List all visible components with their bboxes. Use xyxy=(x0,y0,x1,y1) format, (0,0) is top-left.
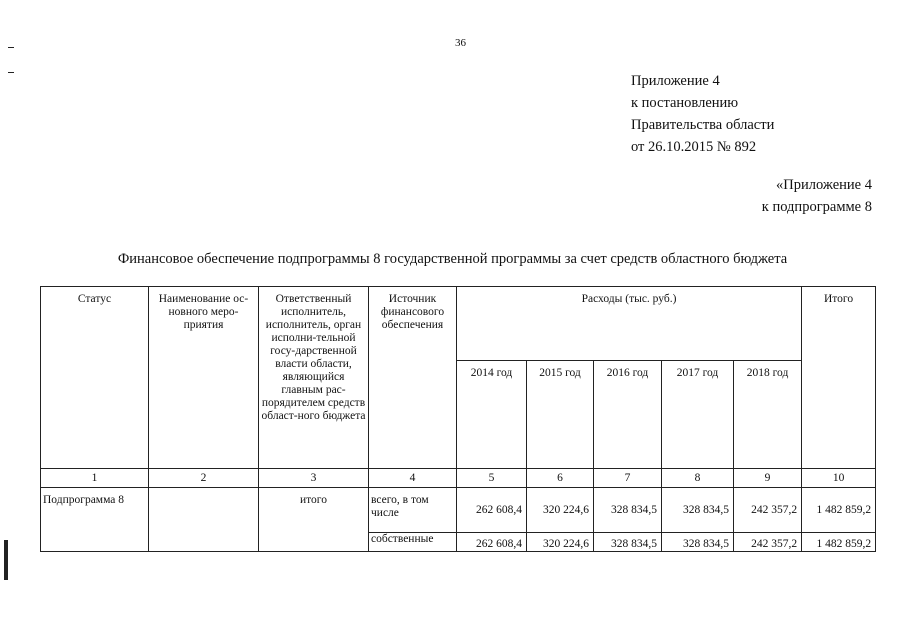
header-source: Источник финансового обеспечения xyxy=(369,287,457,469)
sub-appendix-block xyxy=(762,174,872,218)
cell-total: 1 482 859,2 xyxy=(802,533,876,552)
cell-status: Подпрограмма 8 xyxy=(41,488,149,552)
financing-table xyxy=(40,286,876,552)
header-year: 2017 год xyxy=(662,360,734,469)
appendix-line: к постановлению xyxy=(631,95,739,111)
column-number-row xyxy=(41,469,876,488)
cell-source: собственные xyxy=(369,533,457,552)
appendix-line: Правительства области xyxy=(631,117,775,133)
sub-appendix-line: к подпрограмме 8 xyxy=(761,199,872,215)
header-status: Статус xyxy=(41,287,149,469)
column-number: 9 xyxy=(734,469,802,488)
table-row xyxy=(41,488,876,533)
margin-mark xyxy=(8,72,14,73)
header-year: 2014 год xyxy=(457,360,527,469)
appendix-block xyxy=(631,70,774,158)
column-number: 2 xyxy=(149,469,259,488)
appendix-line: Приложение 4 xyxy=(631,73,720,89)
cell-total: 1 482 859,2 xyxy=(802,488,876,533)
header-total: Итого xyxy=(802,287,876,469)
cell-value: 320 224,6 xyxy=(527,488,594,533)
column-number: 10 xyxy=(802,469,876,488)
column-number: 5 xyxy=(457,469,527,488)
cell-measure xyxy=(149,488,259,552)
column-number: 7 xyxy=(594,469,662,488)
cell-value: 242 357,2 xyxy=(734,488,802,533)
column-number: 3 xyxy=(259,469,369,488)
header-measure: Наименование ос-новного меро-приятия xyxy=(149,287,259,469)
cell-source: всего, в том числе xyxy=(369,488,457,533)
header-year: 2018 год xyxy=(734,360,802,469)
cell-value: 328 834,5 xyxy=(594,533,662,552)
cell-value: 328 834,5 xyxy=(594,488,662,533)
page-number: 36 xyxy=(455,37,466,49)
header-year: 2015 год xyxy=(527,360,594,469)
cell-value: 328 834,5 xyxy=(662,488,734,533)
column-number: 4 xyxy=(369,469,457,488)
cell-value: 262 608,4 xyxy=(457,488,527,533)
column-number: 6 xyxy=(527,469,594,488)
margin-mark xyxy=(4,540,8,580)
column-number: 1 xyxy=(41,469,149,488)
cell-executor: итого xyxy=(259,488,369,552)
header-expenses: Расходы (тыс. руб.) xyxy=(457,287,802,361)
appendix-line: от 26.10.2015 № 892 xyxy=(631,139,757,155)
header-year: 2016 год xyxy=(594,360,662,469)
column-number: 8 xyxy=(662,469,734,488)
cell-value: 262 608,4 xyxy=(457,533,527,552)
header-executor: Ответственный исполнитель, исполнитель, орган исполни-тельной госу-дарственной власти области, являющийся главным рас-порядителем средств област-ного бюджета xyxy=(259,287,369,469)
margin-mark xyxy=(8,47,14,48)
cell-value: 320 224,6 xyxy=(527,533,594,552)
sub-appendix-line: «Приложение 4 xyxy=(776,177,872,193)
cell-value: 242 357,2 xyxy=(734,533,802,552)
document-title: Финансовое обеспечение подпрограммы 8 государственной программы за счет средств областного бюджета xyxy=(117,251,788,267)
cell-value: 328 834,5 xyxy=(662,533,734,552)
